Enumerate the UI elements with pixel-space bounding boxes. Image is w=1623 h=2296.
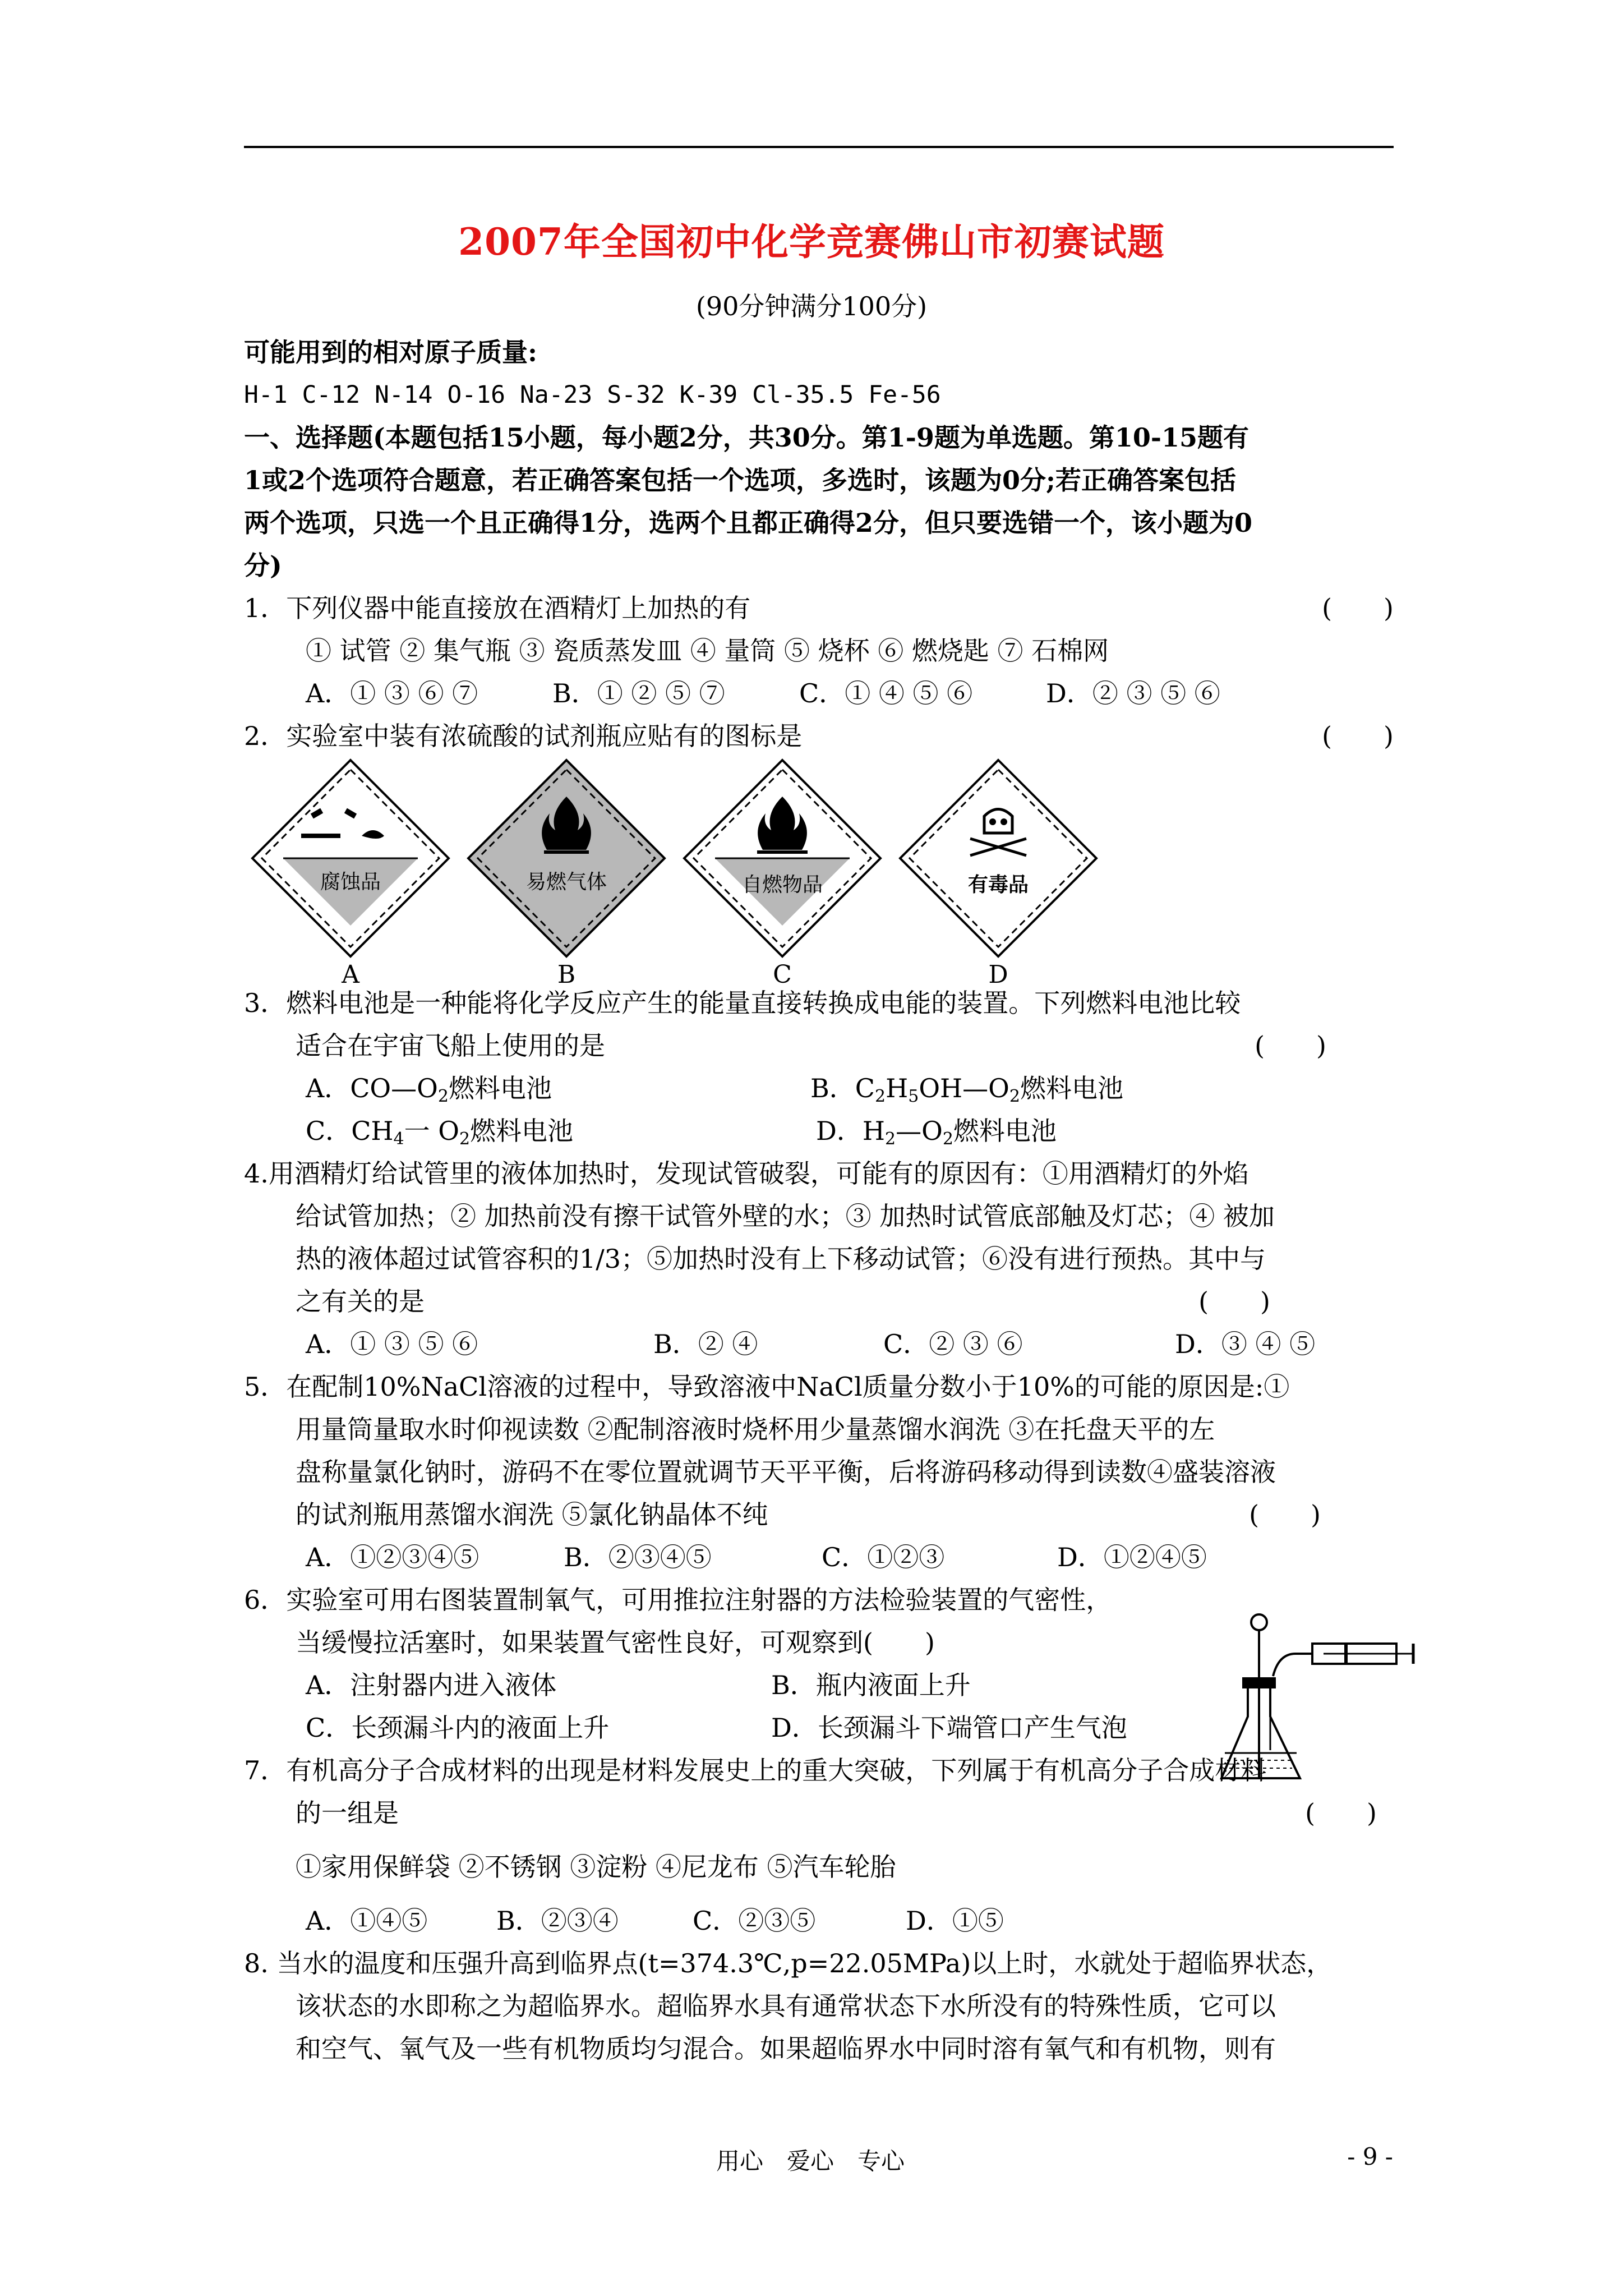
question-8-line-3: 和空气、氧气及一些有机物质均匀混合。如果超临界水中同时溶有氧气和有机物，则有 (296, 2033, 1276, 2064)
option-a: A．①④⑤ (306, 1906, 428, 1936)
flammable-gas-sign (465, 757, 667, 959)
question-5-line-2: 用量筒量取水时仰视读数 ②配制溶液时烧杯用少量蒸馏水润洗 ③在托盘天平的左 (296, 1414, 1215, 1444)
question-4-line-4: 之有关的是 (296, 1286, 425, 1317)
question-5-line-4: 的试剂瓶用蒸馏水润洗 ⑤氯化钠晶体不纯 (296, 1499, 768, 1530)
question-3-line-2: 适合在宇宙飞船上使用的是 (296, 1030, 605, 1061)
option-c: C．②③⑤ (693, 1906, 816, 1936)
sign-d-label: 有毒品 (967, 873, 1029, 896)
atomic-mass-label: 可能用到的相对原子质量: (244, 337, 537, 367)
option-a: A．注射器内进入液体 (306, 1670, 557, 1700)
question-5-line-3: 盘称量氯化钠时，游码不在零位置就调节天平平衡，后将游码移动得到读数④盛装溶液 (296, 1457, 1276, 1487)
option-a: A．① ③ ⑥ ⑦ (306, 678, 478, 708)
option-d: D．长颈漏斗下端管口产生气泡 (771, 1713, 1127, 1743)
question-5-line-1: 5．在配制10%NaCl溶液的过程中，导致溶液中NaCl质量分数小于10%的可能的原因是:① (244, 1372, 1290, 1402)
exam-content (244, 331, 1394, 2070)
question-1-items: ① 试管 ② 集气瓶 ③ 瓷质蒸发皿 ④ 量筒 ⑤ 烧杯 ⑥ 燃烧匙 ⑦ 石棉网 (306, 636, 1109, 666)
section-instructions-4: 分) (244, 550, 282, 581)
question-4-line-3: 热的液体超过试管容积的1/3；⑤加热时没有上下移动试管；⑥没有进行预热。其中与 (296, 1244, 1266, 1274)
section-instructions-3: 两个选项，只选一个且正确得1分，选两个且都正确得2分，但只要选错一个，该小题为0 (244, 508, 1253, 538)
question-8-line-1: 8. 当水的温度和压强升高到临界点(t=374.3℃,p=22.05MPa)以上时，水就处于超临界状态， (244, 1948, 1332, 1978)
question-6-line-1: 6．实验室可用右图装置制氧气，可用推拉注射器的方法检验装置的气密性， (244, 1585, 1112, 1615)
atomic-mass-values: H-1 C-12 N-14 O-16 Na-23 S-32 K-39 Cl-35.5 Fe-56 (244, 381, 941, 409)
answer-blank: ( ) (1305, 1798, 1377, 1828)
question-5-options (244, 1536, 1394, 1579)
option-a: A．① ③ ⑤ ⑥ (306, 1329, 478, 1359)
question-3 (244, 1024, 1394, 1067)
section-instructions-1: 一、选择题(本题包括15小题，每小题2分，共30分。第1-9题为单选题。第10-15题有 (244, 422, 1249, 453)
sign-a-label: 腐蚀品 (320, 871, 381, 894)
option-d: D．①⑤ (906, 1906, 1004, 1936)
option-d: D．①②④⑤ (1057, 1542, 1207, 1572)
question-7 (244, 1792, 1394, 1834)
option-c: C．$CH_4$一 $O_2$燃料电池 (306, 1116, 574, 1149)
answer-blank: ( ) (1198, 1286, 1270, 1317)
question-2-stem: 2．实验室中装有浓硫酸的试剂瓶应贴有的图标是 (244, 721, 803, 751)
question-7-items: ①家用保鲜袋 ②不锈钢 ③淀粉 ④尼龙布 ⑤汽车轮胎 (296, 1852, 896, 1882)
option-c: C．② ③ ⑥ (883, 1329, 1023, 1359)
option-a: A．$CO—O_2$燃料电池 (306, 1073, 552, 1106)
option-b: B．① ② ⑤ ⑦ (552, 678, 725, 708)
sign-d-letter: D (988, 960, 1008, 989)
option-b: B．②③④⑤ (564, 1542, 712, 1572)
sign-a-letter: A (342, 960, 359, 989)
sign-c-letter: C (773, 960, 792, 989)
question-3-line-1: 3．燃料电池是一种能将化学反应产生的能量直接转换成电能的装置。下列燃料电池比较 (244, 988, 1241, 1018)
question-4-line-1: 4.用酒精灯给试管里的液体加热时，发现试管破裂，可能有的原因有：①用酒精灯的外焰 (244, 1158, 1249, 1189)
spontaneous-combustion-sign (681, 757, 883, 959)
question-7-options (244, 1899, 1394, 1942)
option-b: B．$C_2H_5OH—O_2$燃料电池 (810, 1073, 1123, 1106)
page-subtitle: (90分钟满分100分) (695, 291, 928, 321)
question-3-options-row-2 (244, 1110, 1394, 1152)
option-b: B．瓶内液面上升 (771, 1670, 971, 1700)
question-1-options (244, 672, 1394, 715)
toxic-sign (897, 757, 1099, 959)
sign-b-label: 易燃气体 (525, 871, 607, 894)
question-5 (244, 1493, 1394, 1536)
question-6-line-2: 当缓慢拉活塞时，如果装置气密性良好，可观察到( ) (296, 1627, 935, 1658)
sign-b-letter: B (557, 960, 576, 989)
option-d: D．$H_2—O_2$燃料电池 (816, 1116, 1057, 1149)
question-7-line-2: 的一组是 (296, 1798, 399, 1828)
question-7-line-1: 7．有机高分子合成材料的出现是材料发展史上的重大突破，下列属于有机高分子合成材料 (244, 1755, 1267, 1786)
question-4 (244, 1280, 1394, 1323)
page-number: - 9 - (1347, 2143, 1393, 2170)
option-d: D．② ③ ⑤ ⑥ (1046, 678, 1220, 708)
option-b: B．② ④ (653, 1329, 758, 1359)
answer-blank: ( ) (1255, 1030, 1326, 1061)
question-1 (244, 587, 1394, 629)
question-2 (244, 715, 1394, 757)
option-d: D．③ ④ ⑤ (1175, 1329, 1316, 1359)
answer-blank: ( ) (1322, 721, 1394, 751)
corrosive-sign (250, 757, 451, 959)
footer-motto: 用心 爱心 专心 (716, 2147, 905, 2175)
page-title: 2007年全国初中化学竞赛佛山市初赛试题 (458, 220, 1165, 264)
answer-blank: ( ) (1249, 1499, 1321, 1530)
question-4-options (244, 1323, 1394, 1365)
question-1-stem: 1．下列仪器中能直接放在酒精灯上加热的有 (244, 593, 751, 623)
sign-c-label: 自燃物品 (741, 873, 823, 896)
option-c: C．① ④ ⑤ ⑥ (799, 678, 973, 708)
option-b: B．②③④ (496, 1906, 619, 1936)
option-c: C．①②③ (822, 1542, 945, 1572)
hazard-signs (244, 757, 1394, 989)
option-a: A．①②③④⑤ (306, 1542, 479, 1572)
section-instructions-2: 1或2个选项符合题意，若正确答案包括一个选项，多选时，该题为0分;若正确答案包括 (244, 465, 1237, 495)
answer-blank: ( ) (1322, 593, 1394, 623)
oxygen-apparatus-figure (1217, 1610, 1419, 1795)
question-8-line-2: 该状态的水即称之为超临界水。超临界水具有通常状态下水所没有的特殊性质，它可以 (296, 1991, 1276, 2021)
option-c: C．长颈漏斗内的液面上升 (306, 1713, 610, 1743)
question-4-line-2: 给试管加热；② 加热前没有擦干试管外壁的水；③ 加热时试管底部触及灯芯；④ 被加 (296, 1201, 1275, 1231)
header-rule (244, 146, 1394, 148)
question-3-options-row-1 (244, 1067, 1394, 1110)
